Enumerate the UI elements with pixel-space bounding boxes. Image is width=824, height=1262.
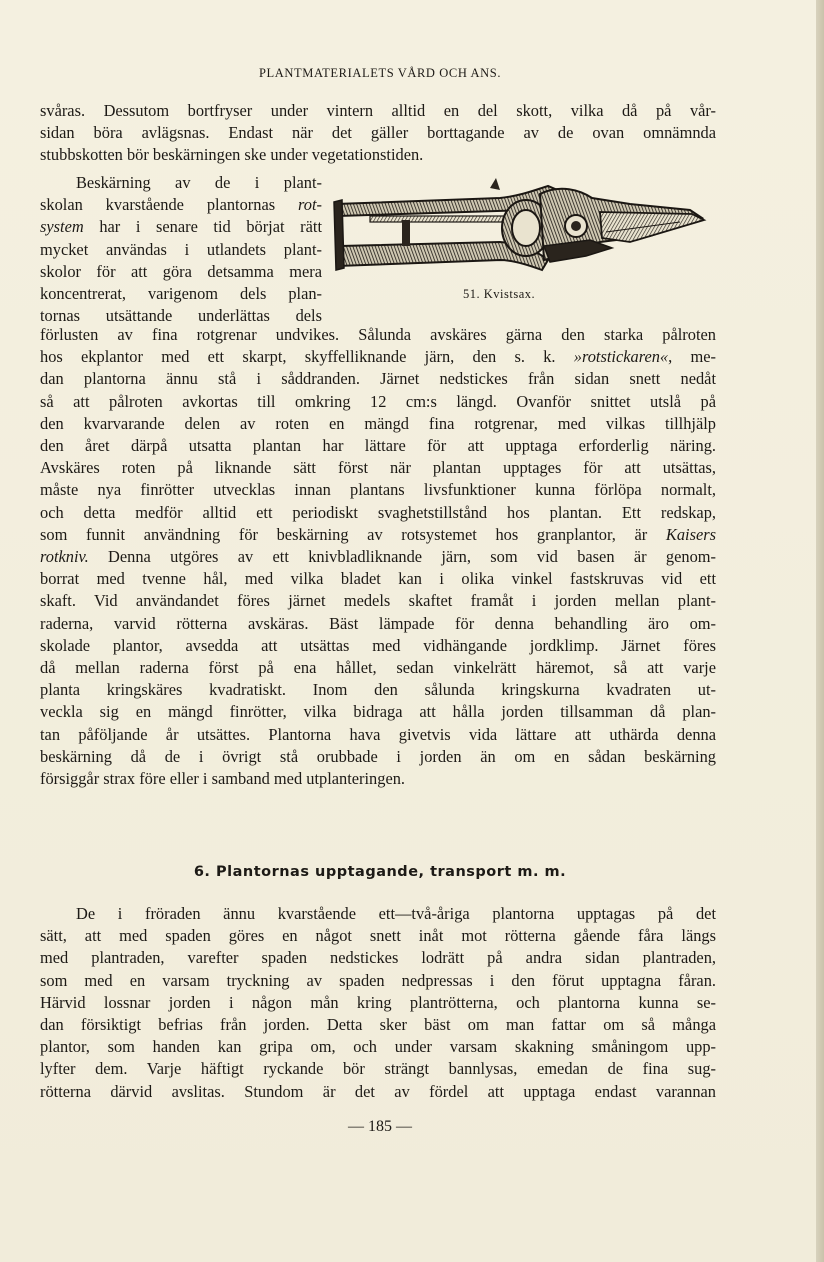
text-line: mycket användas i utlandets plant- bbox=[40, 239, 322, 259]
text-line: borrat med tvenne hål, med vilka bladet kan i olika vinkel fastskruvas vid ett bbox=[40, 569, 716, 589]
text-line: De i fröraden ännu kvarstående ett—två-åriga plantorna upptagas på det bbox=[76, 904, 716, 923]
text-line: då mellan raderna först på ena hållet, sedan vinkelrätt häremot, så att varje bbox=[40, 658, 716, 678]
text-line: hos ekplantor med ett skarpt, skyffelliknande järn, den s. k. »rotstickaren«, me- bbox=[40, 347, 716, 367]
paragraph-2-wrapped bbox=[40, 172, 322, 327]
paragraph-1 bbox=[40, 100, 716, 167]
text-line: skolan kvarstående plantornas rot- bbox=[40, 195, 322, 215]
text-line: skolade plantor, avsedda att utsättas med vidhängande jordklimp. Järnet föres bbox=[40, 635, 716, 655]
text-line: sidan böra avlägsnas. Endast när det gäller borttagande av de ovan omnämnda bbox=[40, 123, 716, 143]
text-line: Beskärning av de i plant- bbox=[76, 173, 322, 192]
text-line: svåras. Dessutom bortfryser under vintern alltid en del skott, vilka då på vår- bbox=[40, 101, 716, 120]
page-edge bbox=[816, 0, 824, 1262]
text-line: tan påföljande år utsättes. Plantorna hava givetvis vida lättare att uthärda denna bbox=[40, 724, 716, 744]
text-line: dan försiktigt befrias från jorden. Detta sker bäst om man fattar om så många bbox=[40, 1015, 716, 1035]
text-line: system har i senare tid börjat rätt bbox=[40, 217, 323, 237]
paragraph-3 bbox=[40, 903, 716, 1103]
italic-term: rotkniv. bbox=[40, 547, 89, 567]
text-line: som med en varsam tryckning av spaden nedpressas i den förut upptagna fåran. bbox=[40, 970, 716, 990]
text-line: skaft. Vid användandet föres järnet medels skaftet framåt i jorden mellan plant- bbox=[40, 591, 716, 611]
pruning-shears-illustration bbox=[330, 176, 708, 300]
text-line: Härvid lossnar jorden i någon mån kring plantrötterna, och plantorna kunna se- bbox=[40, 992, 716, 1012]
italic-term: system bbox=[40, 217, 84, 237]
text-line: Avskäres roten på liknande sätt först när plantan upptages för att utsättas, bbox=[40, 458, 716, 478]
italic-term: Kaisers bbox=[665, 524, 716, 544]
paragraph-2-full bbox=[40, 324, 716, 790]
italic-term: rot- bbox=[298, 195, 322, 215]
text-line: veckla sig en mängd finrötter, vilka bidraga att hålla jorden tillsamman då plan- bbox=[40, 702, 716, 722]
shears-icon bbox=[330, 176, 708, 300]
running-header: PLANTMATERIALETS VÅRD OCH ANS. bbox=[258, 66, 502, 80]
text-line: planta kringskäres kvadratiskt. Inom den sålunda kringskurna kvadraten ut- bbox=[40, 680, 716, 700]
italic-term: »rotstickaren« bbox=[573, 347, 669, 367]
text-line: måste nya finrötter utvecklas innan plantans livsfunktioner kunna förlöpa normalt, bbox=[40, 480, 716, 500]
text-line: sätt, att med spaden göres en något snett inåt mot rötterna gående fåra längs bbox=[40, 926, 716, 946]
text-line: rötterna därvid avslitas. Stundom är det av fördel att upptaga endast varannan bbox=[40, 1081, 716, 1101]
text-line: plantor, som handen kan gripa om, och under varsam skakning småningom upp- bbox=[40, 1037, 716, 1057]
text-line: rotkniv. Denna utgöres av ett knivbladliknande järn, som vid basen är genom- bbox=[40, 547, 716, 567]
text-line: som funnit användning för beskärning av rotsystemet hos granplantor, är Kaisers bbox=[40, 524, 716, 544]
section-heading: 6. Plantornas upptagande, transport m. m. bbox=[193, 864, 567, 880]
page-number: — 185 — bbox=[348, 1118, 412, 1135]
text-line: försiggår strax före eller i samband med utplanteringen. bbox=[40, 769, 406, 789]
text-line: beskärning då de i övrigt stå orubbade i jorden än om en sådan beskärning bbox=[40, 746, 716, 766]
text-line: den kvarvarande delen av roten en mängd fina rotgrenar, med vilkas tillhjälp bbox=[40, 413, 716, 433]
text-line: skolor för att göra detsamma mera bbox=[40, 261, 322, 281]
text-line: dan plantorna ännu stå i såddranden. Järnet nedstickes från sidan snett nedåt bbox=[40, 369, 716, 389]
text-line: med plantraden, varefter spaden nedstickes lodrätt på andra sidan plantraden, bbox=[40, 948, 716, 968]
text-line: lyfter dem. Varje häftigt ryckande bör strängt bannlysas, emedan de fina sug- bbox=[40, 1059, 716, 1079]
text-line: raderna, varvid rötterna avskäras. Bäst lämpade för denna behandling äro om- bbox=[40, 613, 716, 633]
text-line: så att pålroten avkortas till omkring 12 cm:s längd. Ovanför snittet utslå på bbox=[40, 391, 716, 411]
figure-caption: 51. Kvistsax. bbox=[463, 287, 536, 301]
text-line: tornas utsättande underlättas dels bbox=[40, 306, 322, 326]
text-line: koncentrerat, varigenom dels plan- bbox=[40, 284, 322, 304]
text-line: förlusten av fina rotgrenar undvikes. Sålunda avskäres gärna den starka pålroten bbox=[40, 325, 716, 344]
text-line: stubbskotten bör beskärningen ske under vegetationstiden. bbox=[40, 145, 424, 165]
text-line: den året därpå utsatta plantan har lättare för att upptaga erforderlig näring. bbox=[40, 436, 716, 456]
text-line: och detta medför alltid ett periodiskt svaghetstillstånd hos plantan. Ett redskap, bbox=[40, 502, 716, 522]
